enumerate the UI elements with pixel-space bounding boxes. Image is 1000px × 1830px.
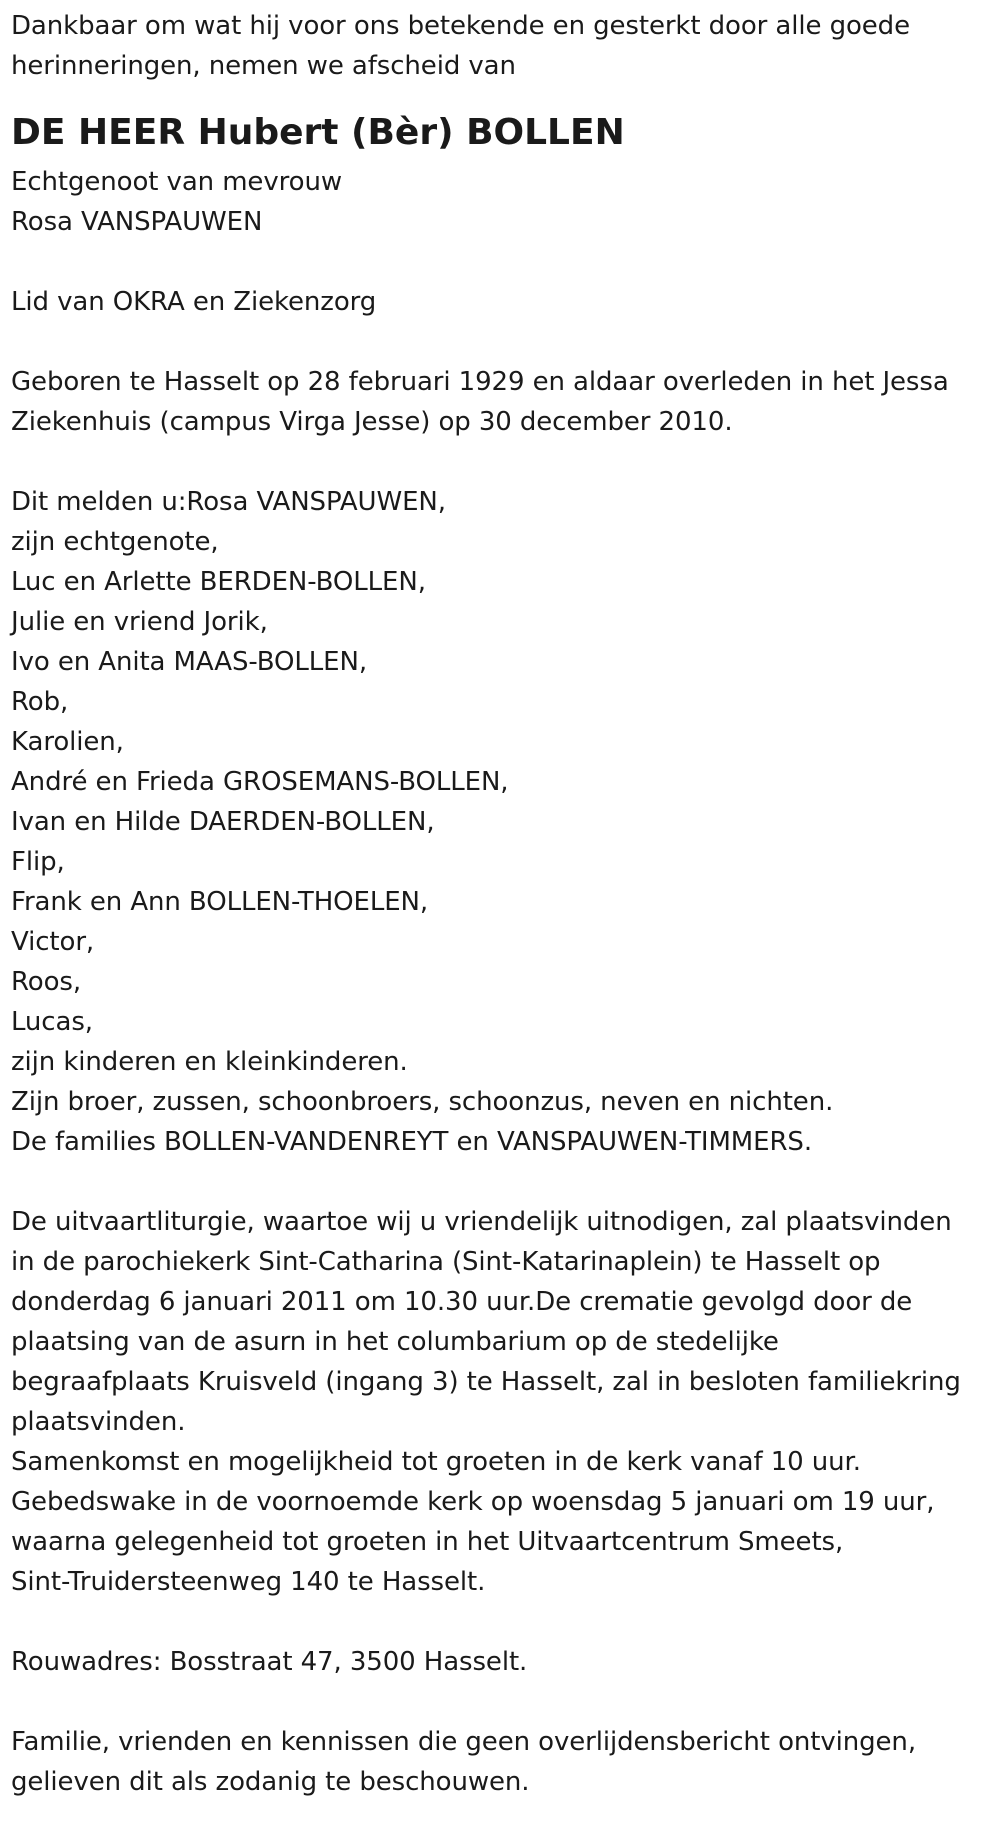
birth-death-line: Ziekenhuis (campus Virga Jesse) op 30 december 2010.	[11, 407, 733, 437]
membership-text: Lid van OKRA en Ziekenzorg	[11, 287, 377, 317]
birth-death-paragraph	[11, 362, 988, 442]
intro-paragraph	[11, 6, 988, 86]
family-line: Zijn broer, zussen, schoonbroers, schoonzus, neven en nichten.	[11, 1087, 834, 1117]
family-line: Ivan en Hilde DAERDEN-BOLLEN,	[11, 807, 435, 837]
funeral-line: Gebedswake in de voornoemde kerk op woensdag 5 januari om 19 uur,	[11, 1487, 935, 1517]
funeral-line: donderdag 6 januari 2011 om 10.30 uur.De crematie gevolgd door de	[11, 1287, 913, 1317]
funeral-line: plaatsvinden.	[11, 1407, 186, 1437]
family-line: zijn kinderen en kleinkinderen.	[11, 1047, 408, 1077]
family-line: Karolien,	[11, 727, 124, 757]
funeral-line: in de parochiekerk Sint-Catharina (Sint-Katarinaplein) te Hasselt op	[11, 1247, 881, 1277]
family-line: zijn echtgenote,	[11, 527, 219, 557]
funeral-paragraph	[11, 1202, 988, 1602]
family-line: Julie en vriend Jorik,	[11, 607, 268, 637]
family-line: De families BOLLEN-VANDENREYT en VANSPAUWEN-TIMMERS.	[11, 1127, 812, 1157]
family-line: Dit melden u:Rosa VANSPAUWEN,	[11, 487, 446, 517]
spouse-paragraph	[11, 162, 988, 242]
spacer	[11, 322, 988, 362]
deceased-name-heading: DE HEER Hubert (Bèr) BOLLEN	[11, 112, 625, 153]
family-line: Flip,	[11, 847, 65, 877]
funeral-line: plaatsing van de asurn in het columbarium op de stedelijke	[11, 1327, 779, 1357]
spacer	[11, 242, 988, 282]
family-line: Frank en Ann BOLLEN-THOELEN,	[11, 887, 429, 917]
birth-death-line: Geboren te Hasselt op 28 februari 1929 en aldaar overleden in het Jessa	[11, 367, 949, 397]
closing-line: Familie, vrienden en kennissen die geen overlijdensbericht ontvingen,	[11, 1727, 916, 1757]
funeral-line: Samenkomst en mogelijkheid tot groeten in de kerk vanaf 10 uur.	[11, 1447, 861, 1477]
family-line: Luc en Arlette BERDEN-BOLLEN,	[11, 567, 426, 597]
intro-line: herinneringen, nemen we afscheid van	[11, 51, 516, 81]
spouse-line: Echtgenoot van mevrouw	[11, 167, 342, 197]
spouse-line: Rosa VANSPAUWEN	[11, 207, 263, 237]
mourning-address: Rouwadres: Bosstraat 47, 3500 Hasselt.	[11, 1647, 528, 1677]
spacer	[11, 442, 988, 482]
funeral-line: De uitvaartliturgie, waartoe wij u vriendelijk uitnodigen, zal plaatsvinden	[11, 1207, 952, 1237]
family-line: Roos,	[11, 967, 82, 997]
funeral-line: waarna gelegenheid tot groeten in het Uitvaartcentrum Smeets,	[11, 1527, 844, 1557]
closing-paragraph	[11, 1722, 988, 1802]
funeral-line: Sint-Truidersteenweg 140 te Hasselt.	[11, 1567, 486, 1597]
family-line: Victor,	[11, 927, 95, 957]
spacer	[11, 1682, 988, 1722]
spacer	[11, 1602, 988, 1642]
closing-line: gelieven dit als zodanig te beschouwen.	[11, 1767, 530, 1797]
funeral-line: begraafplaats Kruisveld (ingang 3) te Hasselt, zal in besloten familiekring	[11, 1367, 961, 1397]
spacer	[11, 86, 988, 108]
family-line: Rob,	[11, 687, 69, 717]
family-list	[11, 482, 988, 1162]
intro-line: Dankbaar om wat hij voor ons betekende en gesterkt door alle goede	[11, 11, 910, 41]
family-line: André en Frieda GROSEMANS-BOLLEN,	[11, 767, 509, 797]
spacer	[11, 1162, 988, 1202]
family-line: Ivo en Anita MAAS-BOLLEN,	[11, 647, 367, 677]
family-line: Lucas,	[11, 1007, 93, 1037]
